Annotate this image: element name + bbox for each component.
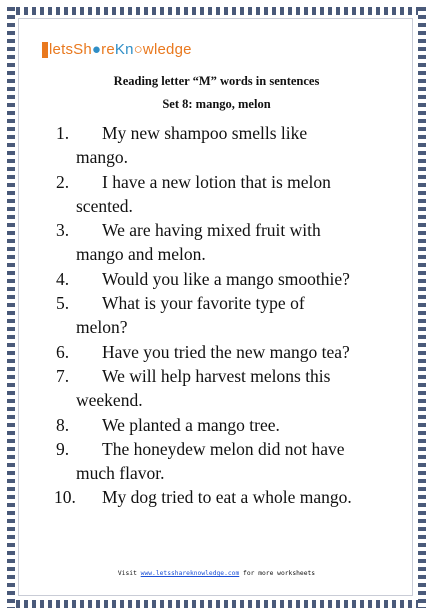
page-title: Reading letter “M” words in sentences: [113, 74, 320, 88]
sentence-text: What is your favorite type of: [102, 293, 305, 314]
sentence-text-continued: mango and melon.: [76, 244, 206, 265]
decorative-border-top: [8, 7, 425, 15]
sentence-text: We planted a mango tree.: [102, 414, 280, 435]
list-item: [56, 267, 396, 291]
list-item: [56, 218, 396, 267]
logo-mark-icon: [42, 42, 48, 58]
decorative-border-bottom: [8, 600, 425, 608]
item-number: 5.: [56, 293, 70, 314]
sentence-text: My dog tried to eat a whole mango.: [102, 487, 352, 508]
list-item: [56, 121, 396, 170]
sentence-text-continued: mango.: [76, 147, 129, 168]
sentence-text-continued: much flavor.: [76, 463, 165, 484]
list-item: [56, 291, 396, 340]
sentence-text-continued: melon?: [76, 317, 128, 338]
sentence-list: [56, 121, 396, 510]
item-number: 2.: [56, 171, 70, 192]
sentence-text-continued: weekend.: [76, 390, 143, 411]
website-link[interactable]: www.letsshareknowledge.com: [140, 570, 240, 577]
footer-prefix: Visit: [117, 570, 137, 577]
logo-bulb-icon: ●: [91, 41, 102, 58]
sentence-text: My new shampoo smells like: [102, 123, 308, 143]
list-item: [56, 170, 396, 219]
logo-text: letsSh●reKn○wledge: [49, 41, 192, 58]
sentence-text: Have you tried the new mango tea?: [102, 341, 350, 362]
sentence-text: The honeydew melon did not have: [102, 438, 345, 459]
item-number: 4.: [56, 268, 70, 289]
item-number: 9.: [56, 438, 70, 459]
sentence-text: Would you like a mango smoothie?: [102, 268, 350, 289]
list-item: [56, 340, 396, 364]
sentence-text: We are having mixed fruit with: [102, 220, 321, 241]
item-number: 8.: [56, 414, 70, 435]
footer-suffix: for more worksheets: [243, 570, 316, 577]
logo-globe-icon: ○: [133, 41, 143, 58]
sentence-text: I have a new lotion that is melon: [102, 171, 331, 192]
list-item: [56, 437, 396, 486]
item-number: 1.: [56, 123, 70, 143]
page-footer: [0, 570, 433, 577]
list-item: [56, 485, 396, 509]
page-subtitle: Set 8: mango, melon: [162, 97, 271, 111]
item-number: 10.: [54, 487, 76, 508]
item-number: 6.: [56, 341, 70, 362]
list-item: [56, 364, 396, 413]
item-number: 7.: [56, 365, 70, 386]
list-item: [56, 413, 396, 437]
sentence-text-continued: scented.: [76, 195, 133, 216]
item-number: 3.: [56, 220, 70, 241]
sentence-text: We will help harvest melons this: [102, 365, 331, 386]
site-logo: [42, 40, 202, 62]
